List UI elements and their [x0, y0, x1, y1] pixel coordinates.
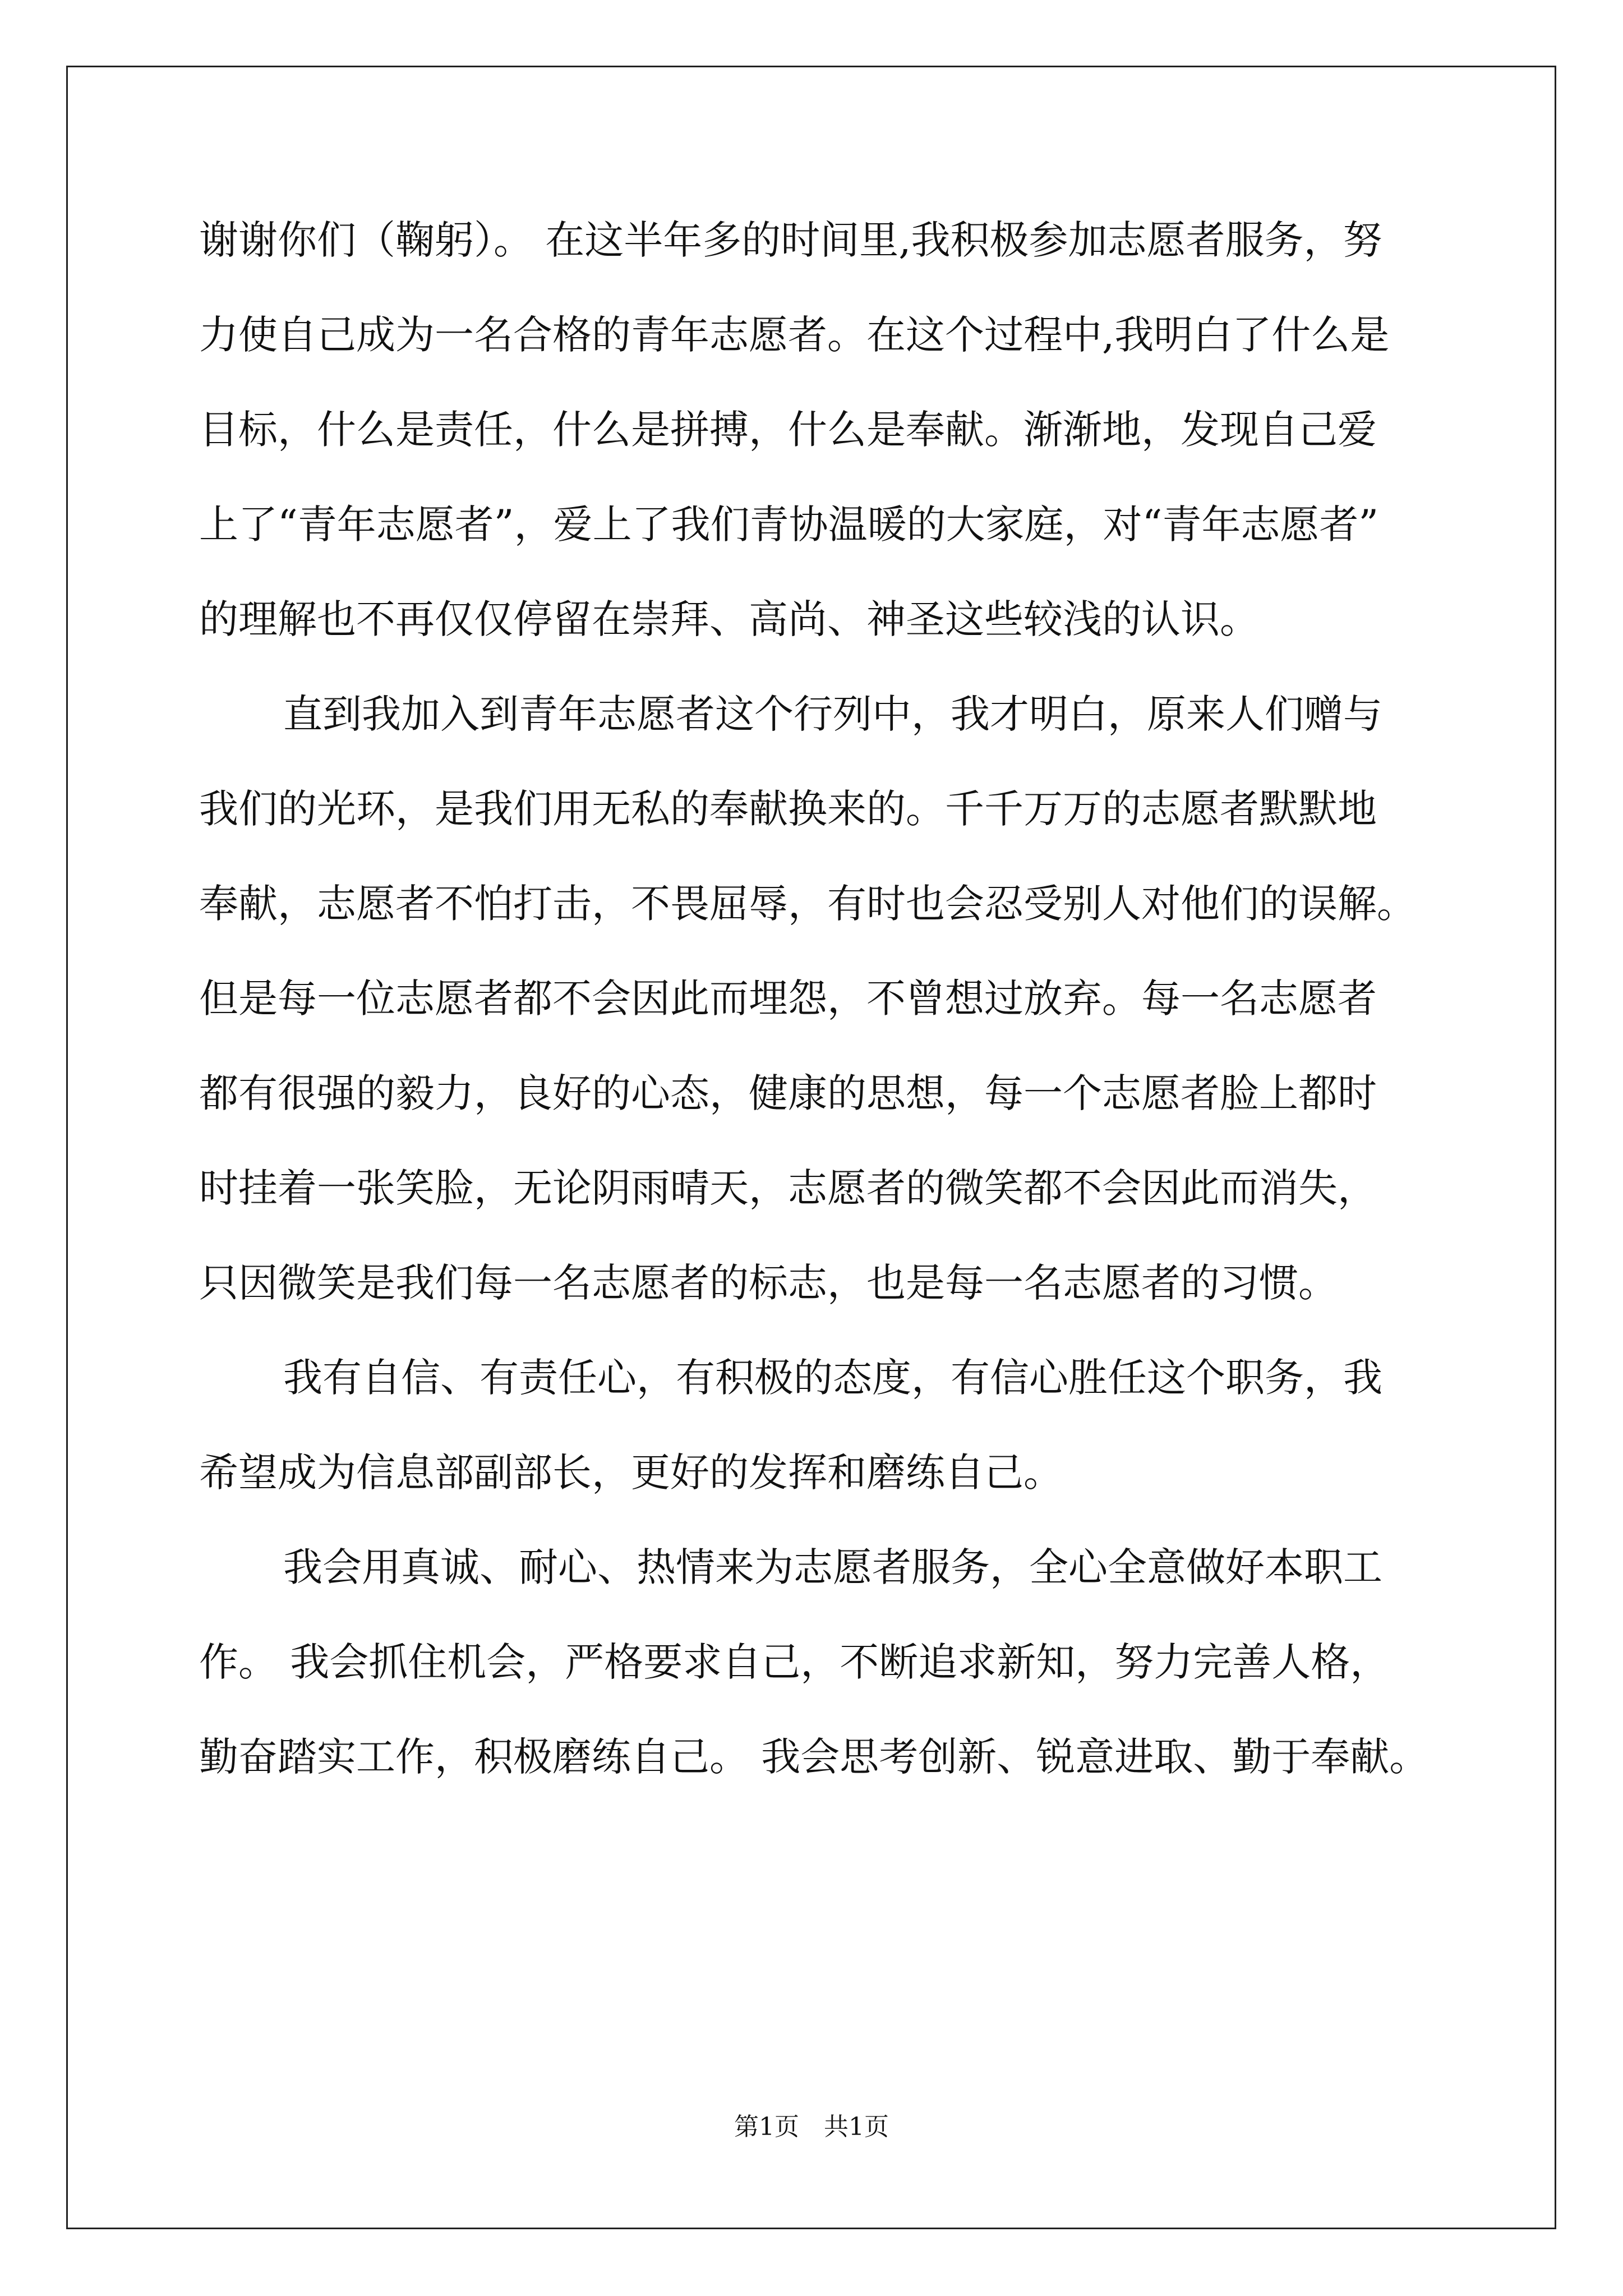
text-line: 上了“青年志愿者”，爱上了我们青协温暖的大家庭，对“青年志愿者” [199, 501, 1379, 547]
text-line: 只因微笑是我们每一名志愿者的标志，也是每一名志愿者的习惯。 [199, 1260, 1338, 1306]
page-footer: 第1页 共1页 [734, 2113, 889, 2141]
text-line: 勤奋踏实工作，积极磨练自己。 我会思考创新、锐意进取、勤于奉献。 [199, 1734, 1429, 1780]
text-line: 目标，什么是责任，什么是拼搏，什么是奉献。渐渐地，发现自己爱 [199, 407, 1377, 453]
text-line: 直到我加入到青年志愿者这个行列中，我才明白，原来人们赠与 [283, 691, 1382, 737]
text-line: 力使自己成为一名合格的青年志愿者。在这个过程中,我明白了什么是 [199, 312, 1390, 358]
text-line: 奉献，志愿者不怕打击，不畏屈辱，有时也会忍受别人对他们的误解。 [199, 881, 1416, 927]
text-line: 我们的光环，是我们用无私的奉献换来的。千千万万的志愿者默默地 [199, 786, 1377, 832]
text-line: 谢谢你们（鞠躬）。 在这半年多的时间里,我积极参加志愿者服务，努 [199, 217, 1382, 263]
text-line: 但是每一位志愿者都不会因此而埋怨，不曾想过放弃。每一名志愿者 [199, 976, 1377, 1022]
text-line: 我会用真诚、耐心、热情来为志愿者服务，全心全意做好本职工 [283, 1544, 1382, 1590]
text-line: 时挂着一张笑脸，无论阴雨晴天，志愿者的微笑都不会因此而消失， [199, 1165, 1377, 1211]
text-line: 希望成为信息部副部长，更好的发挥和磨练自己。 [199, 1450, 1063, 1496]
text-line: 的理解也不再仅仅停留在崇拜、高尚、神圣这些较浅的认识。 [199, 596, 1259, 642]
document-body [199, 212, 1455, 1824]
text-line: 都有很强的毅力，良好的心态，健康的思想，每一个志愿者脸上都时 [199, 1070, 1377, 1116]
text-line: 我有自信、有责任心，有积极的态度，有信心胜任这个职务，我 [283, 1355, 1382, 1401]
text-line: 作。 我会抓住机会，严格要求自己，不断追求新知，努力完善人格， [199, 1639, 1390, 1685]
